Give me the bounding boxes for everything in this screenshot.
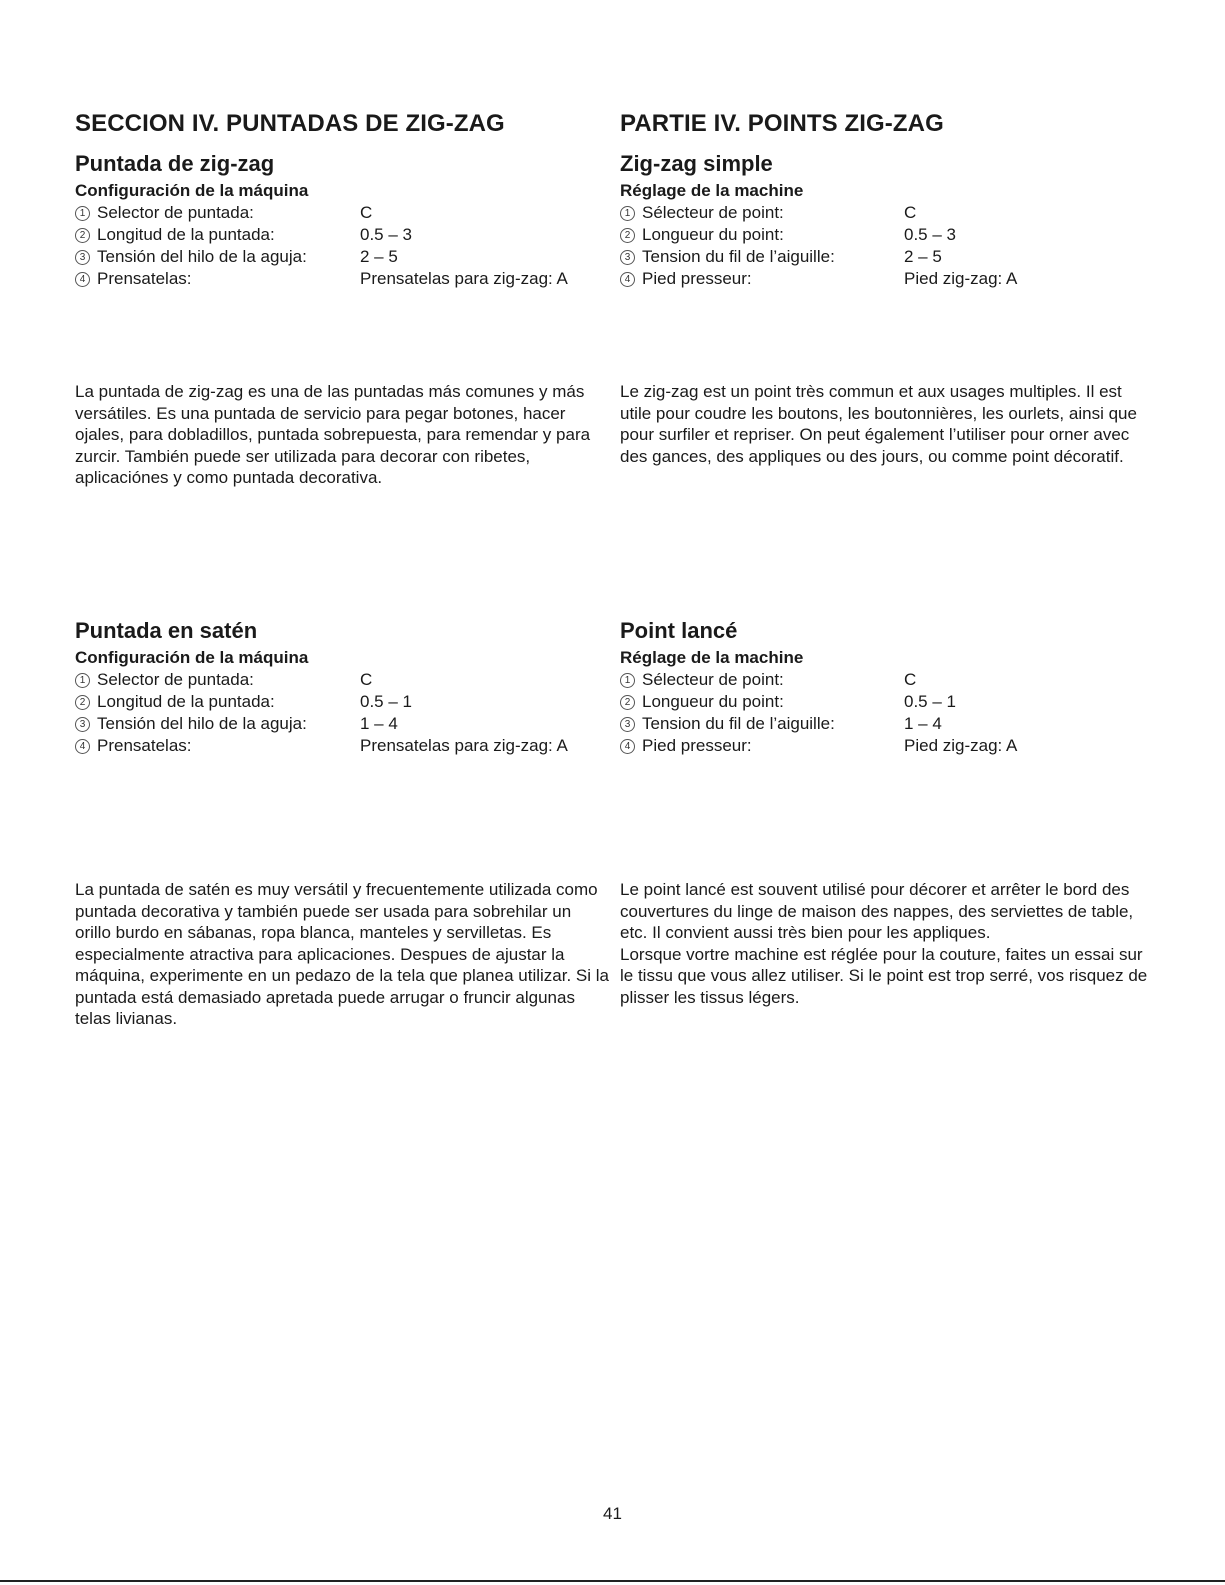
setting-label xyxy=(75,691,360,713)
setting-value: Prensatelas para zig-zag: A xyxy=(360,736,568,755)
circled-number-icon: 3 xyxy=(620,717,635,732)
spanish-zigzag-block xyxy=(75,151,568,290)
setting-value: C xyxy=(904,670,917,689)
circled-number-icon: 2 xyxy=(620,228,635,243)
circled-number-icon: 3 xyxy=(620,250,635,265)
circled-number-icon: 2 xyxy=(75,228,90,243)
setting-label-text: Longitud de la puntada: xyxy=(97,692,275,711)
spanish-zigzag-paragraph: La puntada de zig-zag es una de las puntadas más comunes y más versátiles. Es una puntada de servicio para pegar botones, hacer ojales, para dobladillos, puntada sobrepuesta, para remendar y para zurcir. También puede ser utilizada para decorar con ribetes, aplicaciónes y como puntada decorativa. xyxy=(75,382,591,487)
circled-number-icon: 4 xyxy=(620,739,635,754)
circled-number-icon: 4 xyxy=(75,272,90,287)
subsection-title: Puntada en satén xyxy=(75,618,258,643)
setting-label-text: Selector de puntada: xyxy=(97,670,254,689)
setting-value: 1 – 4 xyxy=(360,714,398,733)
setting-label xyxy=(620,691,904,713)
setting-label xyxy=(620,246,904,268)
setting-value: C xyxy=(360,670,373,689)
setting-value: 0.5 – 3 xyxy=(904,225,956,244)
bottom-rule xyxy=(0,1580,1225,1582)
config-title: Réglage de la machine xyxy=(620,181,804,200)
setting-value: 1 – 4 xyxy=(904,714,942,733)
subsection-title: Point lancé xyxy=(620,618,738,643)
french-satin-paragraphs xyxy=(620,879,1155,1008)
french-satin-block xyxy=(620,618,1017,757)
settings-list xyxy=(620,202,1017,290)
circled-number-icon: 1 xyxy=(620,206,635,221)
setting-label-text: Pied presseur: xyxy=(642,269,752,288)
setting-label-text: Tensión del hilo de la aguja: xyxy=(97,714,307,733)
setting-label xyxy=(75,268,360,290)
french-zigzag-block xyxy=(620,151,1017,290)
spanish-satin-block xyxy=(75,618,568,757)
french-satin-paragraph-1: Le point lancé est souvent utilisé pour décorer et arrêter le bord des couvertures du linge de maison des nappes, des serviettes de table, etc. Il convient aussi très bien pour les appliques. xyxy=(620,880,1134,942)
spanish-satin-paragraph: La puntada de satén es muy versátil y frecuentemente utilizada como puntada decorativa y también puede ser usada para sobrehilar un orillo burdo en sábanas, ropa blanca, manteles y servilletas. Es especialmente atractiva para aplicaciones. Despues de ajustar la máquina, experimente en un pedazo de la tela que planea utilizar. Si la puntada está demasiado apretada puede arrugar o fruncir algunas telas livianas. xyxy=(75,880,609,1028)
circled-number-icon: 4 xyxy=(620,272,635,287)
settings-list xyxy=(620,669,1017,757)
config-title: Configuración de la máquina xyxy=(75,648,309,667)
circled-number-icon: 2 xyxy=(75,695,90,710)
setting-label xyxy=(620,202,904,224)
setting-label xyxy=(75,202,360,224)
setting-label-text: Tension du fil de l’aiguille: xyxy=(642,247,835,266)
setting-value: 0.5 – 1 xyxy=(360,692,412,711)
setting-label xyxy=(620,268,904,290)
setting-value: C xyxy=(904,203,917,222)
setting-value: 2 – 5 xyxy=(904,247,942,266)
setting-value: Prensatelas para zig-zag: A xyxy=(360,269,568,288)
setting-label xyxy=(75,669,360,691)
setting-value: 2 – 5 xyxy=(360,247,398,266)
french-satin-paragraph-2: Lorsque vortre machine est réglée pour la couture, faites un essai sur le tissu que vous allez utiliser. Si le point est trop serré, vos risquez de plisser les tissus légers. xyxy=(620,944,1148,1007)
setting-label-text: Longueur du point: xyxy=(642,692,784,711)
setting-label xyxy=(75,246,360,268)
setting-label xyxy=(620,224,904,246)
setting-label-text: Prensatelas: xyxy=(97,269,192,288)
settings-list xyxy=(75,669,568,757)
circled-number-icon: 4 xyxy=(75,739,90,754)
circled-number-icon: 1 xyxy=(75,673,90,688)
setting-label-text: Longueur du point: xyxy=(642,225,784,244)
setting-value: Pied zig-zag: A xyxy=(904,269,1018,288)
setting-label xyxy=(75,713,360,735)
circled-number-icon: 3 xyxy=(75,717,90,732)
setting-label-text: Sélecteur de point: xyxy=(642,203,784,222)
setting-value: 0.5 – 3 xyxy=(360,225,412,244)
section-title-french: PARTIE IV. POINTS ZIG-ZAG xyxy=(620,110,944,137)
setting-label-text: Pied presseur: xyxy=(642,736,752,755)
setting-label-text: Tension du fil de l’aiguille: xyxy=(642,714,835,733)
french-zigzag-paragraph: Le zig-zag est un point très commun et aux usages multiples. Il est utile pour coudre les boutons, les boutonnières, les ourlets, ainsi que pour surfiler et repriser. On peut également l’utiliser pour orner avec des gances, des appliques ou des jours, ou comme point décoratif. xyxy=(620,382,1137,466)
setting-label xyxy=(75,224,360,246)
config-title: Configuración de la máquina xyxy=(75,181,309,200)
circled-number-icon: 1 xyxy=(620,673,635,688)
setting-label-text: Longitud de la puntada: xyxy=(97,225,275,244)
setting-label-text: Tensión del hilo de la aguja: xyxy=(97,247,307,266)
page-number: 41 xyxy=(603,1504,622,1523)
settings-list xyxy=(75,202,568,290)
setting-label xyxy=(620,669,904,691)
setting-label xyxy=(620,713,904,735)
setting-label xyxy=(620,735,904,757)
section-title-spanish: SECCION IV. PUNTADAS DE ZIG-ZAG xyxy=(75,110,505,137)
setting-label-text: Selector de puntada: xyxy=(97,203,254,222)
circled-number-icon: 2 xyxy=(620,695,635,710)
setting-value: 0.5 – 1 xyxy=(904,692,956,711)
setting-value: Pied zig-zag: A xyxy=(904,736,1018,755)
subsection-title: Puntada de zig-zag xyxy=(75,151,275,176)
setting-value: C xyxy=(360,203,373,222)
subsection-title: Zig-zag simple xyxy=(620,151,773,176)
setting-label xyxy=(75,735,360,757)
setting-label-text: Prensatelas: xyxy=(97,736,192,755)
config-title: Réglage de la machine xyxy=(620,648,804,667)
circled-number-icon: 3 xyxy=(75,250,90,265)
circled-number-icon: 1 xyxy=(75,206,90,221)
setting-label-text: Sélecteur de point: xyxy=(642,670,784,689)
